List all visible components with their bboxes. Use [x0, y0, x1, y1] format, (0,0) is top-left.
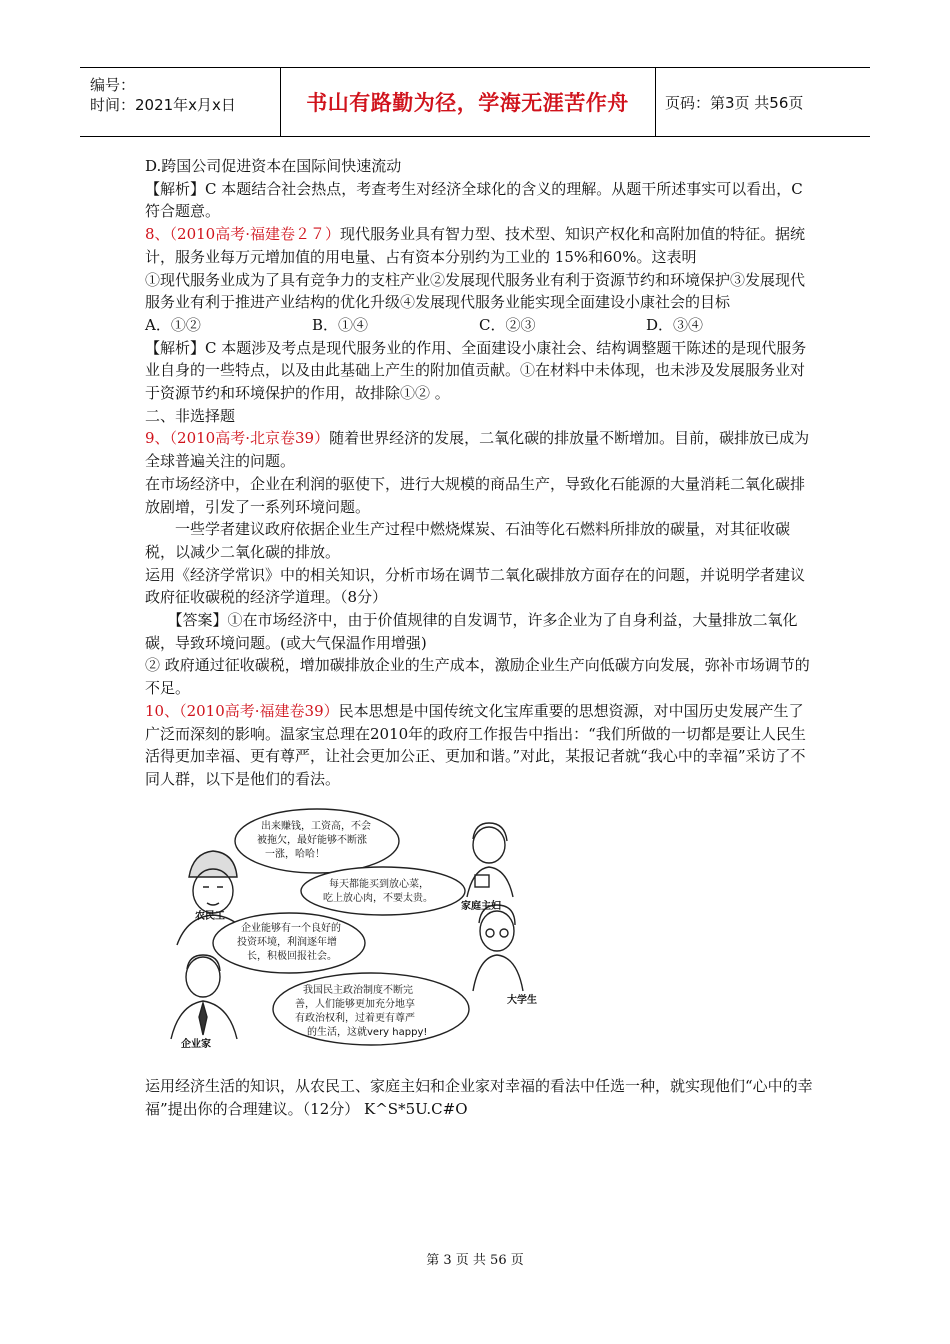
header-motto-cell	[280, 68, 656, 136]
q8-option-a: A．①②	[145, 315, 201, 334]
q8-option-c: C．②③	[479, 315, 536, 334]
happiness-cartoon	[157, 805, 557, 1055]
entrepreneur-figure	[171, 955, 237, 1039]
question-8	[145, 223, 813, 268]
bubble1-line3: 一涨，哈哈！	[265, 848, 325, 860]
q8-options	[145, 314, 813, 337]
header-page-cell	[655, 68, 870, 136]
q10-question: 运用经济生活的知识，从农民工、家庭主妇和企业家对幸福的看法中任选一种，就实现他们“心中的幸福”提出你的合理建议。（12分） K^S*5U.C#O	[145, 1077, 813, 1119]
label-entrepreneur: 企业家	[181, 1038, 211, 1050]
speech-bubble-entrepreneur	[213, 913, 365, 973]
label-student: 大学生	[507, 994, 537, 1006]
document-body	[145, 155, 813, 1121]
q8-statements: ①现代服务业成为了具有竞争力的支柱产业②发展现代服务业有利于资源节约和环境保护③发展现代服务业有利于推进产业结构的优化升级④发展现代服务业能实现全面建设小康社会的目标	[145, 270, 806, 312]
bubble3-line3: 长，积极回报社会。	[247, 950, 337, 962]
bubble4-line3: 有政治权利，过着更有尊严	[295, 1012, 415, 1024]
bubble3-line1: 企业能够有一个良好的	[241, 922, 341, 934]
bubble4-line2: 善，人们能够更加充分地享	[295, 998, 415, 1010]
q8-source: 8、（2010高考·福建卷２７）	[145, 225, 340, 244]
bubble1-line1: 出来赚钱，工资高，不会	[261, 820, 371, 832]
q9-material-1: 在市场经济中，企业在利润的驱使下，进行大规模的商品生产，导致化石能源的大量消耗二氧化碳排放剧增，引发了一系列环境问题。	[145, 474, 806, 516]
q9-text: 随着世界经济的发展，二氧化碳的排放量不断增加。目前，碳排放已成为全球普遍关注的问题。	[145, 429, 810, 471]
student-figure	[473, 905, 523, 991]
speech-bubble-housewife	[301, 867, 465, 915]
bubble2-line2: 吃上放心肉，不要太贵。	[323, 892, 433, 904]
q9-material-2: 一些学者建议政府依据企业生产过程中燃烧煤炭、石油等化石燃料所排放的碳量，对其征收碳税，以减少二氧化碳的排放。	[145, 520, 791, 561]
q8-option-d: D．③④	[646, 315, 704, 334]
question-10	[145, 700, 813, 791]
bubble3-line2: 投资环境，利润逐年增	[237, 936, 337, 948]
q9-question: 运用《经济学常识》中的相关知识，分析市场在调节二氧化碳排放方面存在的问题，并说明学者建议政府征收碳税的经济学道理。（8分）	[145, 565, 806, 607]
q8-text: 现代服务业具有智力型、技术型、知识产权化和高附加值的特征。据统计，服务业每万元增加值的用电量、占有资本分别约为工业的 15%和60%。这表明	[145, 225, 806, 266]
bubble4-line4: 的生活，这就very happy!	[307, 1026, 428, 1038]
q9-source: 9、（2010高考·北京卷39）	[145, 429, 330, 448]
speech-bubble-student	[273, 973, 469, 1045]
question-9	[145, 427, 813, 472]
header-motto: 书山有路勤为径，学海无涯苦作舟	[306, 91, 629, 115]
analysis-8: 【解析】C 本题涉及考点是现代服务业的作用、全面建设小康社会、结构调整题干陈述的是现代服务业自身的一些特点，以及由此基础上产生的附加值贡献。①在材料中未体现，也未涉及发展服务业对于资源节约和环境保护的作用，故排除①② 。	[145, 338, 807, 403]
option-d-line: D.跨国公司促进资本在国际间快速流动	[145, 157, 402, 175]
bubble1-line2: 被拖欠，最好能够不断涨	[257, 834, 367, 846]
bubble4-line1: 我国民主政治制度不断完	[303, 984, 413, 996]
q10-source: 10、（2010高考·福建卷39）	[145, 701, 339, 720]
q9-answer-2: ② 政府通过征收碳税，增加碳排放企业的生产成本，激励企业生产向低碳方向发展，弥补市场调节的不足。	[145, 656, 810, 698]
number-label: 编号：	[90, 76, 136, 94]
label-housewife: 家庭主妇	[461, 900, 501, 912]
time-label: 时间：2021年x月x日	[90, 96, 236, 114]
header-page-info: 页码：第3页 共56页	[665, 93, 804, 112]
q10-text: 民本思想是中国传统文化宝库重要的思想资源，对中国历史发展产生了广泛而深刻的影响。温家宝总理在2010年的政府工作报告中指出：“我们所做的一切都是要让人民生活得更加幸福、更有尊严，让社会更加公正、更加和谐。”对此，某报记者就“我心中的幸福”采访了不同人群，以下是他们的看法。	[145, 701, 806, 788]
page-header	[80, 67, 870, 137]
analysis-7: 【解析】C 本题结合社会热点，考查考生对经济全球化的含义的理解。从题干所述事实可以看出，C符合题意。	[145, 179, 803, 221]
section-heading: 二、非选择题	[145, 406, 236, 425]
housewife-figure	[467, 823, 513, 897]
q8-option-b: B．①④	[312, 315, 369, 334]
q9-answer-1: 【答案】①在市场经济中，由于价值规律的自发调节，许多企业为了自身利益，大量排放二氧化碳，导致环境问题。(或大气保温作用增强)	[145, 611, 798, 652]
header-meta	[80, 68, 281, 136]
label-worker: 农民工	[195, 910, 225, 922]
page-footer: 第 3 页 共 56 页	[426, 1253, 524, 1268]
speech-bubble-worker	[235, 809, 399, 873]
bubble2-line1: 每天都能买到放心菜，	[329, 878, 429, 890]
